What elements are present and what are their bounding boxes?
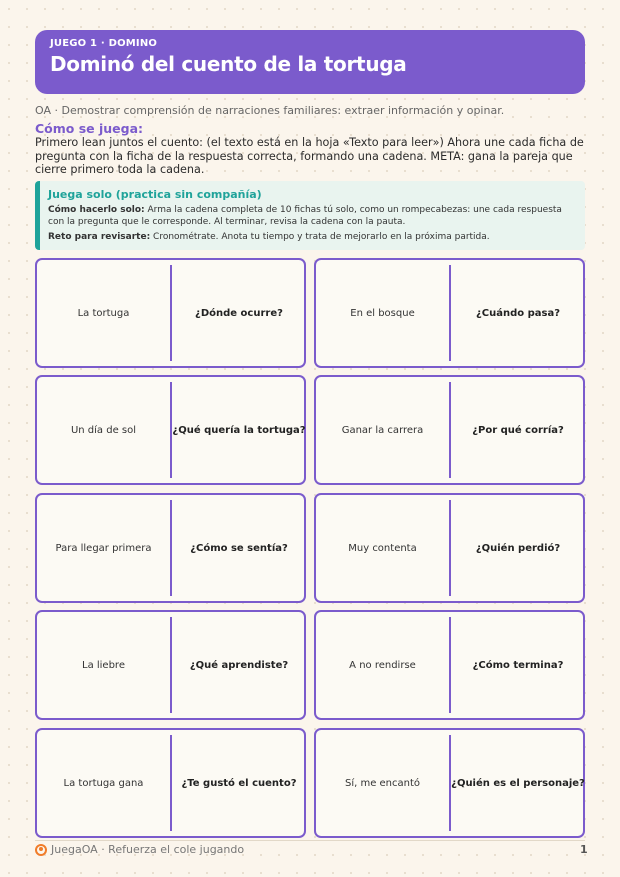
card-question: ¿Te gustó el cuento? [181, 777, 297, 789]
card-question: ¿Dónde ocurre? [195, 307, 283, 319]
domino-card[interactable] [314, 610, 585, 720]
learning-objective: OA · Demostrar comprensión de narraciones familiares: extraer información y opinar. [35, 104, 505, 117]
card-question: ¿Qué quería la tortuga? [172, 424, 306, 436]
footer-brand-text: JuegaOA · Refuerza el cole jugando [51, 843, 245, 856]
target-logo-icon [35, 844, 47, 856]
domino-card[interactable] [314, 258, 585, 368]
card-answer: Un día de sol [70, 424, 137, 436]
card-answer: Para llegar primera [55, 542, 152, 554]
solo-how-label: Cómo hacerlo solo: [48, 205, 145, 215]
solo-challenge-label: Reto para revisarte: [48, 232, 151, 242]
card-answer: La tortuga gana [63, 777, 144, 789]
card-question: ¿Por qué corría? [472, 424, 564, 436]
card-answer: La liebre [82, 659, 125, 671]
solo-challenge-text: Cronométrate. Anota tu tiempo y trata de mejorarlo en la próxima partida. [150, 232, 490, 242]
domino-card[interactable] [35, 258, 306, 368]
card-answer: La tortuga [77, 307, 130, 319]
card-answer: Muy contenta [348, 542, 417, 554]
solo-how-line [48, 204, 575, 228]
card-answer: A no rendirse [349, 659, 416, 671]
card-question: ¿Qué aprendiste? [189, 659, 289, 671]
solo-challenge-line [48, 231, 575, 243]
domino-card[interactable] [314, 728, 585, 838]
howto-text: Primero lean juntos el cuento: (el texto está en la hoja «Texto para leer») Ahora une cada ficha de pregunta con la ficha de la respuesta correcta, formando una cadena. META: gana la pareja que cierre primero toda la cadena. [35, 136, 584, 176]
footer-divider [35, 840, 585, 841]
card-question: ¿Cómo termina? [472, 659, 564, 671]
page-title: Dominó del cuento de la tortuga [50, 52, 407, 76]
domino-card[interactable] [35, 493, 306, 603]
solo-play-box [35, 181, 585, 250]
solo-heading: Juega solo (practica sin compañía) [48, 188, 262, 201]
game-kicker: JUEGO 1 · DOMINO [50, 38, 158, 49]
footer [35, 843, 244, 856]
domino-card[interactable] [35, 610, 306, 720]
solo-how-text: Arma la cadena completa de 10 fichas tú solo, como un rompecabezas: une cada respuesta con la pregunta que le corresponde. Al terminar, revisa la cadena con la pauta. [48, 205, 562, 227]
card-answer: Ganar la carrera [341, 424, 424, 436]
card-question: ¿Quién es el personaje? [451, 777, 585, 789]
card-question: ¿Cómo se sentía? [190, 542, 288, 554]
domino-card[interactable] [35, 375, 306, 485]
domino-card[interactable] [314, 493, 585, 603]
card-answer: En el bosque [350, 307, 415, 319]
howto-heading: Cómo se juega: [35, 121, 144, 136]
card-question: ¿Cuándo pasa? [475, 307, 561, 319]
domino-card[interactable] [314, 375, 585, 485]
page-number: 1 [580, 843, 588, 856]
card-question: ¿Quién perdió? [475, 542, 561, 554]
title-banner [35, 30, 585, 94]
domino-card[interactable] [35, 728, 306, 838]
card-answer: Sí, me encantó [344, 777, 421, 789]
